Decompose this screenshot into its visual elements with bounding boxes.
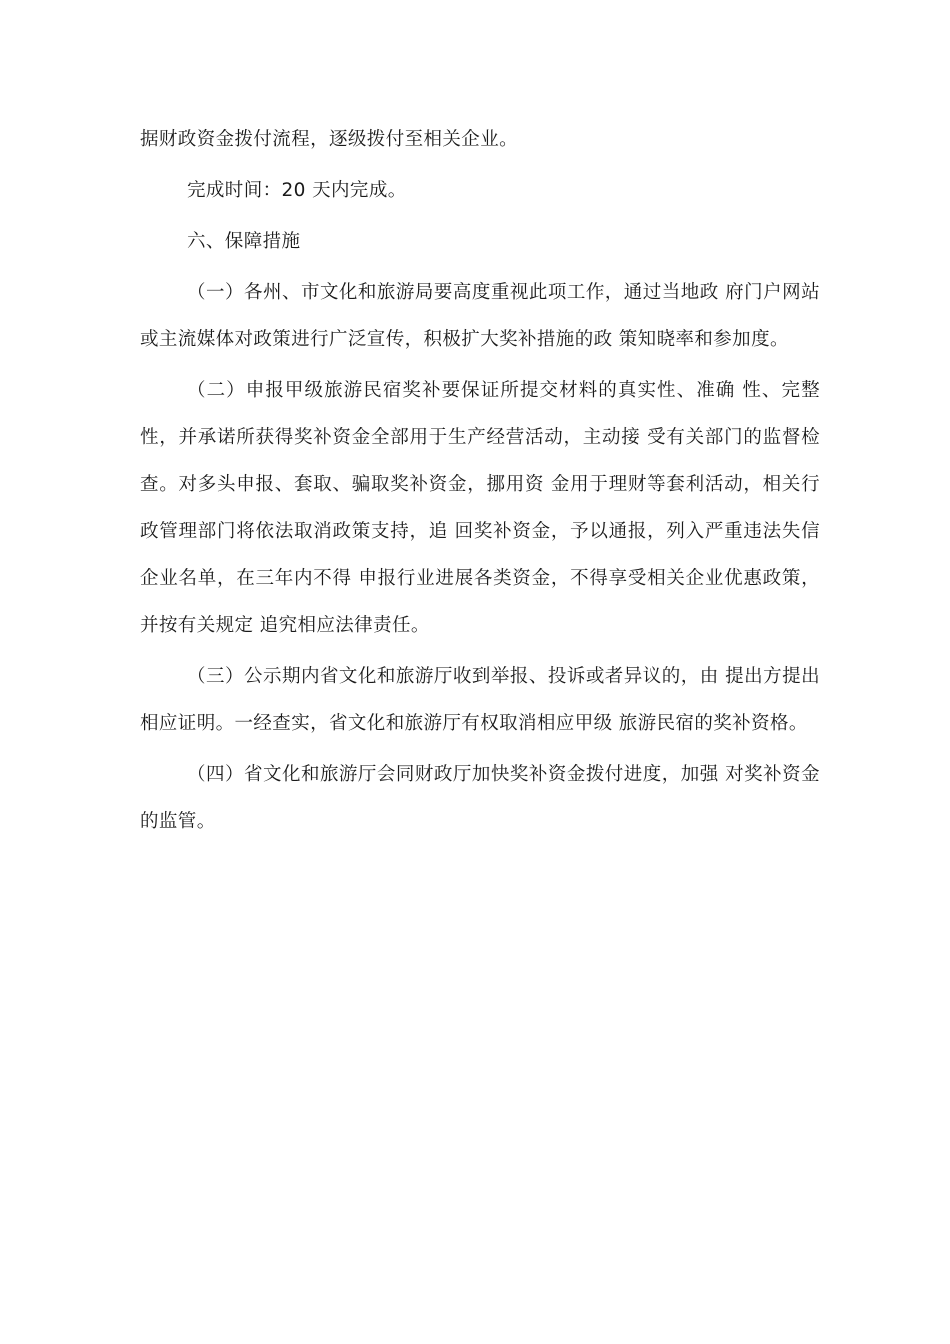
paragraph-item-3: （三）公示期内省文化和旅游厅收到举报、投诉或者异议的，由 提出方提出相应证明。一经查实，省文化和旅游厅有权取消相应甲级 旅游民宿的奖补资格。 <box>140 666 820 734</box>
paragraph-item-1: （一）各州、市文化和旅游局要高度重视此项工作，通过当地政 府门户网站或主流媒体对政策进行广泛宣传，积极扩大奖补措施的政 策知晓率和参加度。 <box>140 282 820 350</box>
section-heading-safeguards: 六、保障措施 <box>187 231 301 252</box>
paragraph-item-4: （四）省文化和旅游厅会同财政厅加快奖补资金拨付进度，加强 对奖补资金的监管。 <box>140 764 820 832</box>
document-body <box>140 116 820 849</box>
paragraph-completion-time: 完成时间：20 天内完成。 <box>187 180 407 201</box>
paragraph-item-2: （二）申报甲级旅游民宿奖补要保证所提交材料的真实性、准确 性、完整性，并承诺所获得奖补资金全部用于生产经营活动，主动接 受有关部门的监督检查。对多头申报、套取、骗取奖补资金，挪用资 金用于理财等套利活动，相关行政管理部门将依法取消政策支持，追 回奖补资金，予以通报，列入严重违法失信企业名单，在三年内不得 申报行业进展各类资金，不得享受相关企业优惠政策，并按有关规定 追究相应法律责任。 <box>140 380 820 636</box>
paragraph-continuation: 据财政资金拨付流程，逐级拨付至相关企业。 <box>140 129 519 150</box>
